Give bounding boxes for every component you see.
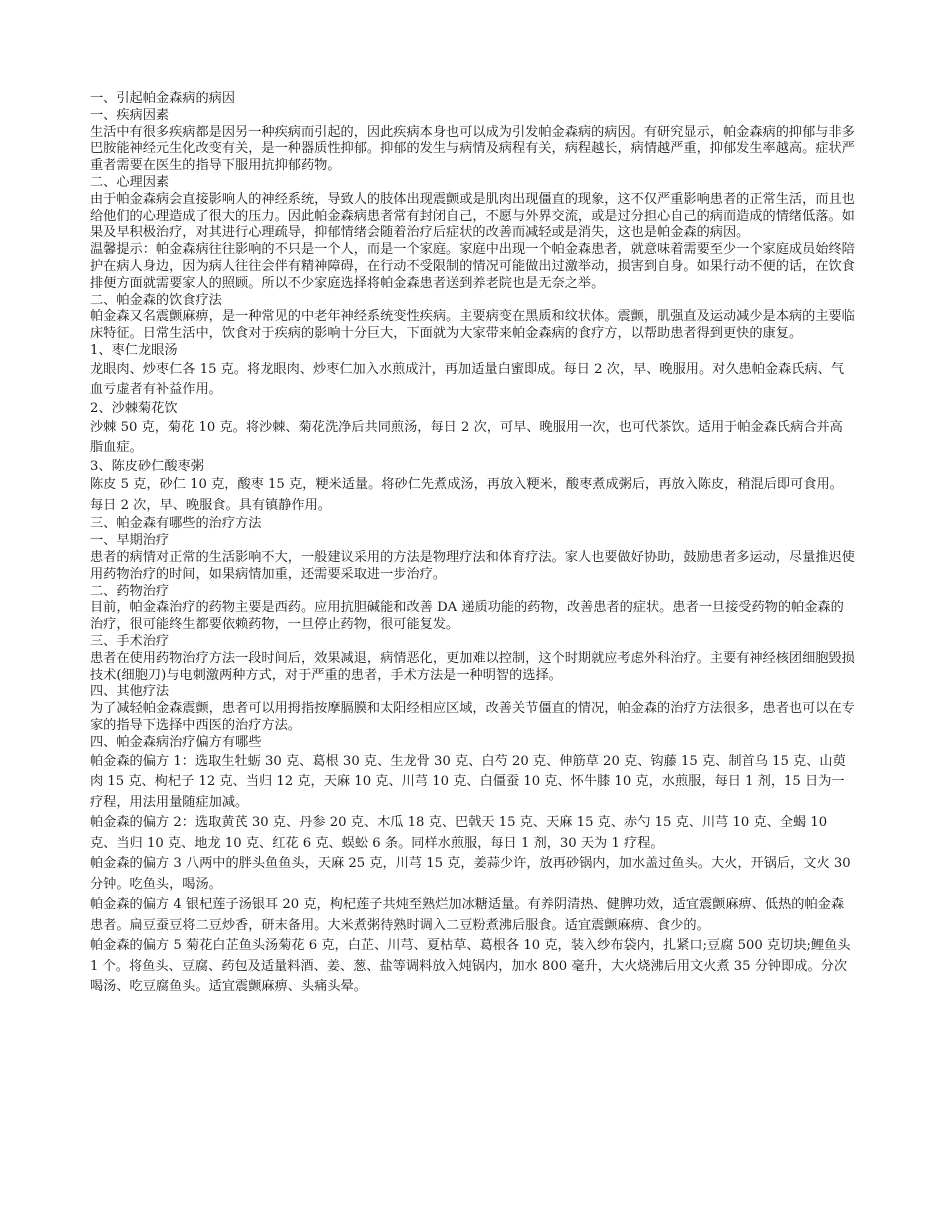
- paragraph: 帕金森又名震颤麻痹，是一种常见的中老年神经系统变性疾病。主要病变在黑质和纹状体。震颤，肌强直及运动减少是本病的主要临床特征。日常生活中，饮食对于疾病的影响十分巨大，下面就为大家带来帕金森病的食疗方，以帮助患者得到更快的康复。: [90, 309, 855, 342]
- paragraph: 目前，帕金森治疗的药物主要是西药。应用抗胆碱能和改善 DA 递质功能的药物，改善患者的症状。患者一旦接受药物的帕金森的治疗，很可能终生都要依赖药物，一旦停止药物，很可能复发。: [90, 600, 844, 633]
- paragraph: 陈皮 5 克，砂仁 10 克，酸枣 15 克，粳米适量。将砂仁先煮成汤，再放入粳米，酸枣煮成粥后，再放入陈皮，稍混后即可食用。每日 2 次，早、晚服食。具有镇静作用。: [90, 477, 843, 513]
- paragraph: 患者在使用药物治疗方法一段时间后，效果减退，病情恶化，更加难以控制，这个时期就应考虑外科治疗。主要有神经核团细胞毁损技术(细胞刀)与电刺激两种方式，对于严重的患者，手术方法是一种明智的选择。: [90, 650, 855, 683]
- document-body: [90, 91, 855, 998]
- paragraph: 帕金森的偏方 4 银杞莲子汤银耳 20 克，枸杞莲子共炖至熟烂加冰糖适量。有养阴清热、健脾功效，适宜震颤麻痹、低热的帕金森患者。扁豆蚕豆将二豆炒香，研末备用。大米煮粥待熟时调入二豆粉煮沸后服食。适宜震颤麻痹、食少的。: [90, 897, 845, 933]
- section-heading: 二、帕金森的饮食疗法: [90, 292, 222, 308]
- paragraph: 患者的病情对正常的生活影响不大，一般建议采用的方法是物理疗法和体育疗法。家人也要做好协助，鼓励患者多运动，尽量推迟使用药物治疗的时间，如果病情加重，还需要采取进一步治疗。: [90, 549, 855, 582]
- section-heading: 二、药物治疗: [90, 583, 170, 599]
- section-heading: 一、引起帕金森病的病因: [90, 91, 236, 106]
- paragraph: 生活中有很多疾病都是因另一种疾病而引起的，因此疾病本身也可以成为引发帕金森病的病因。有研究显示，帕金森病的抑郁与非多巴胺能神经元生化改变有关，是一种器质性抑郁。抑郁的发生与病情及病程有关，病程越长，病情越严重，抑郁发生率越高。症状严重者需要在医生的指导下服用抗抑郁药物。: [90, 124, 855, 174]
- section-heading: 2、沙棘菊花饮: [90, 400, 178, 416]
- section-heading: 一、早期治疗: [90, 533, 170, 549]
- section-heading: 1、枣仁龙眼汤: [90, 342, 178, 358]
- paragraph: 帕金森的偏方 1：选取生牡蛎 30 克、葛根 30 克、生龙骨 30 克、白芍 20 克、伸筋草 20 克、钩藤 15 克、制首乌 15 克、山萸肉 15 克、枸杞子 12 克、当归 12 克，天麻 10 克、川芎 10 克、白僵蚕 10 克、怀牛膝 10 克，水煎服，每日 1 剂，15 日为一疗程，用法用量随症加减。: [90, 753, 846, 810]
- section-heading: 四、帕金森病治疗偏方有哪些: [90, 734, 262, 750]
- paragraph: 温馨提示：帕金森病往往影响的不只是一个人，而是一个家庭。家庭中出现一个帕金森患者，就意味着需要至少一个家庭成员始终陪护在病人身边，因为病人往往会伴有精神障碍，在行动不受限制的情况可能做出过激举动，损害到自身。如果行动不便的话，在饮食排便方面就需要家人的照顾。所以不少家庭选择将帕金森患者送到养老院也是无奈之举。: [90, 242, 855, 291]
- paragraph: 帕金森的偏方 2：选取黄芪 30 克、丹参 20 克、木瓜 18 克、巴戟天 15 克、天麻 15 克、赤勺 15 克、川芎 10 克、全蝎 10 克、当归 10 克、地龙 10 克、红花 6 克、蜈蚣 6 条。同样水煎服，每日 1 剂，30 天为 1 疗程。: [90, 815, 828, 851]
- section-heading: 3、陈皮砂仁酸枣粥: [90, 458, 204, 474]
- paragraph: 帕金森的偏方 5 菊花白芷鱼头汤菊花 6 克，白芷、川芎、夏枯草、葛根各 10 克，装入纱布袋内，扎紧口;豆腐 500 克切块;鲤鱼头 1 个。将鱼头、豆腐、药包及适量料酒、姜、葱、盐等调料放入炖锅内，加水 800 毫升，大火烧沸后用文火煮 35 分钟即成。分次喝汤、吃豆腐鱼头。适宜震颤麻痹、头痛头晕。: [90, 938, 851, 994]
- section-heading: 二、心理因素: [90, 174, 170, 190]
- paragraph: 龙眼肉、炒枣仁各 15 克。将龙眼肉、炒枣仁加入水煎成汁，再加适量白蜜即成。每日 2 次，早、晚服用。对久患帕金森氏病、气血亏虚者有补益作用。: [90, 361, 845, 398]
- section-heading: 四、其他疗法: [90, 684, 170, 700]
- paragraph: 沙棘 50 克，菊花 10 克。将沙棘、菊花洗净后共同煎汤，每日 2 次，可早、晚服用一次，也可代茶饮。适用于帕金森氏病合并高脂血症。: [90, 419, 843, 456]
- section-heading: 一、疾病因素: [90, 107, 170, 123]
- section-heading: 三、手术治疗: [90, 633, 170, 649]
- section-heading: 三、帕金森有哪些的治疗方法: [90, 516, 262, 532]
- paragraph: 帕金森的偏方 3 八两中的胖头鱼鱼头，天麻 25 克，川芎 15 克，姜蒜少许，放再砂锅内，加水盖过鱼头。大火，开锅后，文火 30 分钟。吃鱼头，喝汤。: [90, 856, 851, 892]
- paragraph: 由于帕金森病会直接影响人的神经系统，导致人的肢体出现震颤或是肌肉出现僵直的现象，这不仅严重影响患者的正常生活，而且也给他们的心理造成了很大的压力。因此帕金森病患者常有封闭自己，不愿与外界交流，或是过分担心自己的病而造成的情绪低落。如果及早积极治疗，对其进行心理疏导，抑郁情绪会随着治疗后症状的改善而减轻或是消失，这也是帕金森的病因。: [90, 191, 855, 241]
- paragraph: 为了减轻帕金森震颤，患者可以用拇指按摩膈膜和太阳经相应区域，改善关节僵直的情况，帕金森的治疗方法很多，患者也可以在专家的指导下选择中西医的治疗方法。: [90, 701, 855, 733]
